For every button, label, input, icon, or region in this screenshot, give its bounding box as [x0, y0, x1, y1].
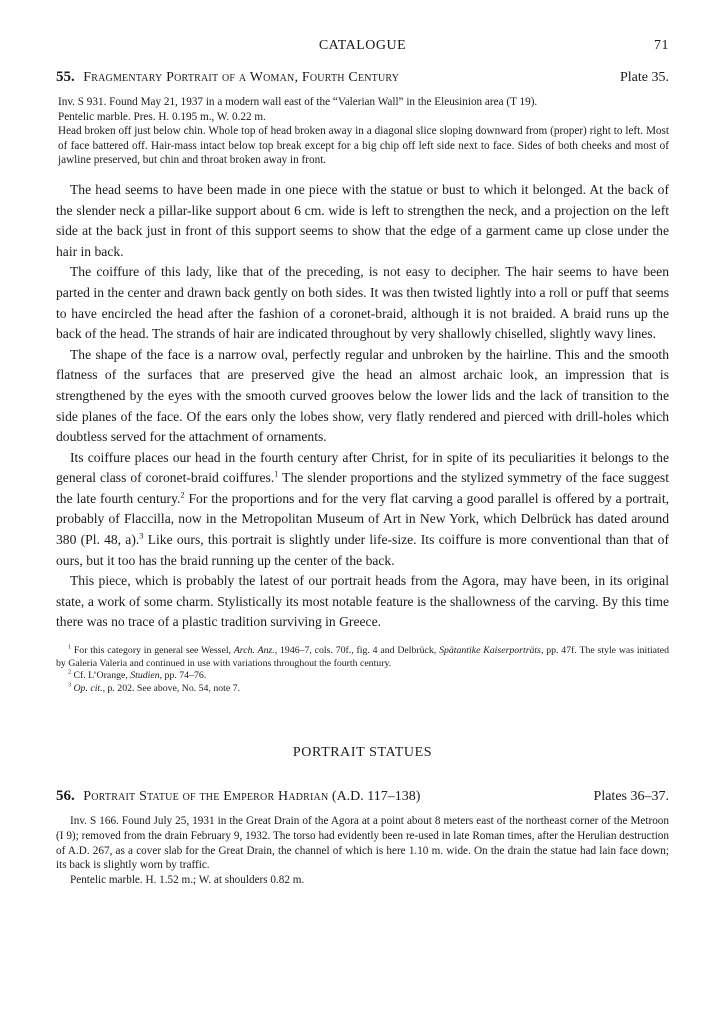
- entry-56-dates: (A.D. 117–138): [331, 789, 421, 805]
- paragraph: The head seems to have been made in one piece with the statue or bust to which it belonged. At the back of the slender neck a pillar-like support about 6 cm. wide is left to strengthen the neck, and a projection on the left side at the back just in front of this support seems to show that the edge of a garment came up close under the hair in back.: [56, 181, 669, 259]
- entry-56-title: Portrait Statue of the Emperor Hadrian: [83, 789, 329, 805]
- entry-55-heading: [56, 69, 669, 86]
- entry-55-condition: Head broken off just below chin. Whole top of head broken away in a diagonal slice sloping downward from (proper) right to left. Most of face battered off. Hair-mass intact below top break except for a big chip off left side next to face. Sides of both cheeks and most of jawline preserved, but chin and throat broken away in front.: [58, 125, 669, 167]
- entry-55-inventory: Inv. S 931. Found May 21, 1937 in a modern wall east of the “Valerian Wall” in the Eleusinion area (T 19).: [58, 96, 538, 108]
- footnote-3: $^3$ Op. cit., p. 202. See above, No. 54, note 7.: [68, 682, 241, 694]
- entry-56-catalogue-data: [56, 814, 669, 887]
- entry-56-material: Pentelic marble. H. 1.52 m.; W. at shoulders 0.82 m.: [70, 873, 305, 886]
- entry-55-catalogue-data: [56, 95, 669, 168]
- footnote-ref-2: 2: [180, 489, 185, 500]
- paragraph: The coiffure of this lady, like that of the preceding, is not easy to decipher. The hair seems to have been parted in the center and drawn back gently on both sides. It was then twisted lightly into a roll or puff that seems to have encircled the head after the fashion of a coronet-braid, although it is not braided. A braid runs up the back of the head. The strands of hair are indicated throughout by very shallowly chiselled, slightly wavy lines.: [56, 264, 669, 342]
- entry-56-number: 56.: [56, 788, 75, 805]
- footnote-2: $^2$ Cf. L’Orange, Studien, pp. 74–76.: [68, 669, 207, 682]
- section-title: PORTRAIT STATUES: [292, 745, 433, 761]
- running-title: CATALOGUE: [318, 38, 407, 53]
- footnotes: [56, 645, 669, 695]
- entry-55-material: Pentelic marble. Pres. H. 0.195 m., W. 0.22 m.: [58, 110, 266, 123]
- footnote-ref-1: 1: [274, 468, 279, 479]
- entry-55-title: Fragmentary Portrait of a Woman, Fourth Century: [83, 70, 400, 85]
- paragraph: The shape of the face is a narrow oval, perfectly regular and unbroken by the hairline. This and the smooth flatness of the surfaces that are preserved give the head an almost archaic look, an impression that is strengthened by the eyes with the smooth curved grooves below the lower lids and the lack of transition to the side planes of the face. Of the ears only the lobes show, very flatly rendered and pierced with drill-holes which doubtless served for the attachment of ornaments.: [56, 346, 669, 445]
- entry-56-inventory: Inv. S 166. Found July 25, 1931 in the Great Drain of the Agora at a point about 8 meters east of the northeast corner of the Metroon (I 9); removed from the drain February 9, 1932. The torso had evidently been re-used in late Roman times, after the Herulian destruction of A.D. 267, as a cover slab for the Great Drain, the channel of which is here 1.10 m. wide. On the drain the statue had lain face down; its back is slightly worn by traffic.: [56, 815, 669, 872]
- entry-55-number: 55.: [56, 69, 75, 85]
- entry-55-body: [56, 180, 669, 633]
- paragraph: This piece, which is probably the latest of our portrait heads from the Agora, may have been, in its original state, a work of some charm. Stylistically its most notable feature is the shallowness of the carving. By this time there was no trace of a plastic tradition surviving in Greece.: [56, 573, 669, 630]
- footnote-ref-3: 3: [139, 530, 144, 541]
- entry-55-plate: Plate 35.: [620, 70, 669, 85]
- entry-56-heading: [56, 788, 669, 805]
- entry-56-plate: Plates 36–37.: [593, 789, 669, 805]
- footnote-1: $^1$ For this category in general see Wessel, Arch. Anz., 1946–7, cols. 70f., fig. 4 and Delbrück, Spätantike Kaiserporträts, pp. 47f. The style was initiated by Galeria Valeria and continued in use with variations throughout the fourth century.: [56, 644, 669, 669]
- paragraph: Its coiffure places our head in the fourth century after Christ, for in spite of its peculiarities it belongs to the general class of coronet-braid coiffures.$^1$ The slender proportions and the stylized symmetry of the face suggest the late fourth century.$^2$ For the proportions and for the very flat carving a good parallel is offered by a portrait, probably of Flaccilla, now in the Metropolitan Museum of Art in New York, which Delbrück has dated around 380 (Pl. 48, a).$^3$ Like ours, this portrait is slightly under life-size. Its coiffure is more conventional than that of ours, but it too has the braid running up the center of the back.: [56, 449, 670, 568]
- running-head: [56, 38, 669, 62]
- page-number: 71: [654, 38, 669, 53]
